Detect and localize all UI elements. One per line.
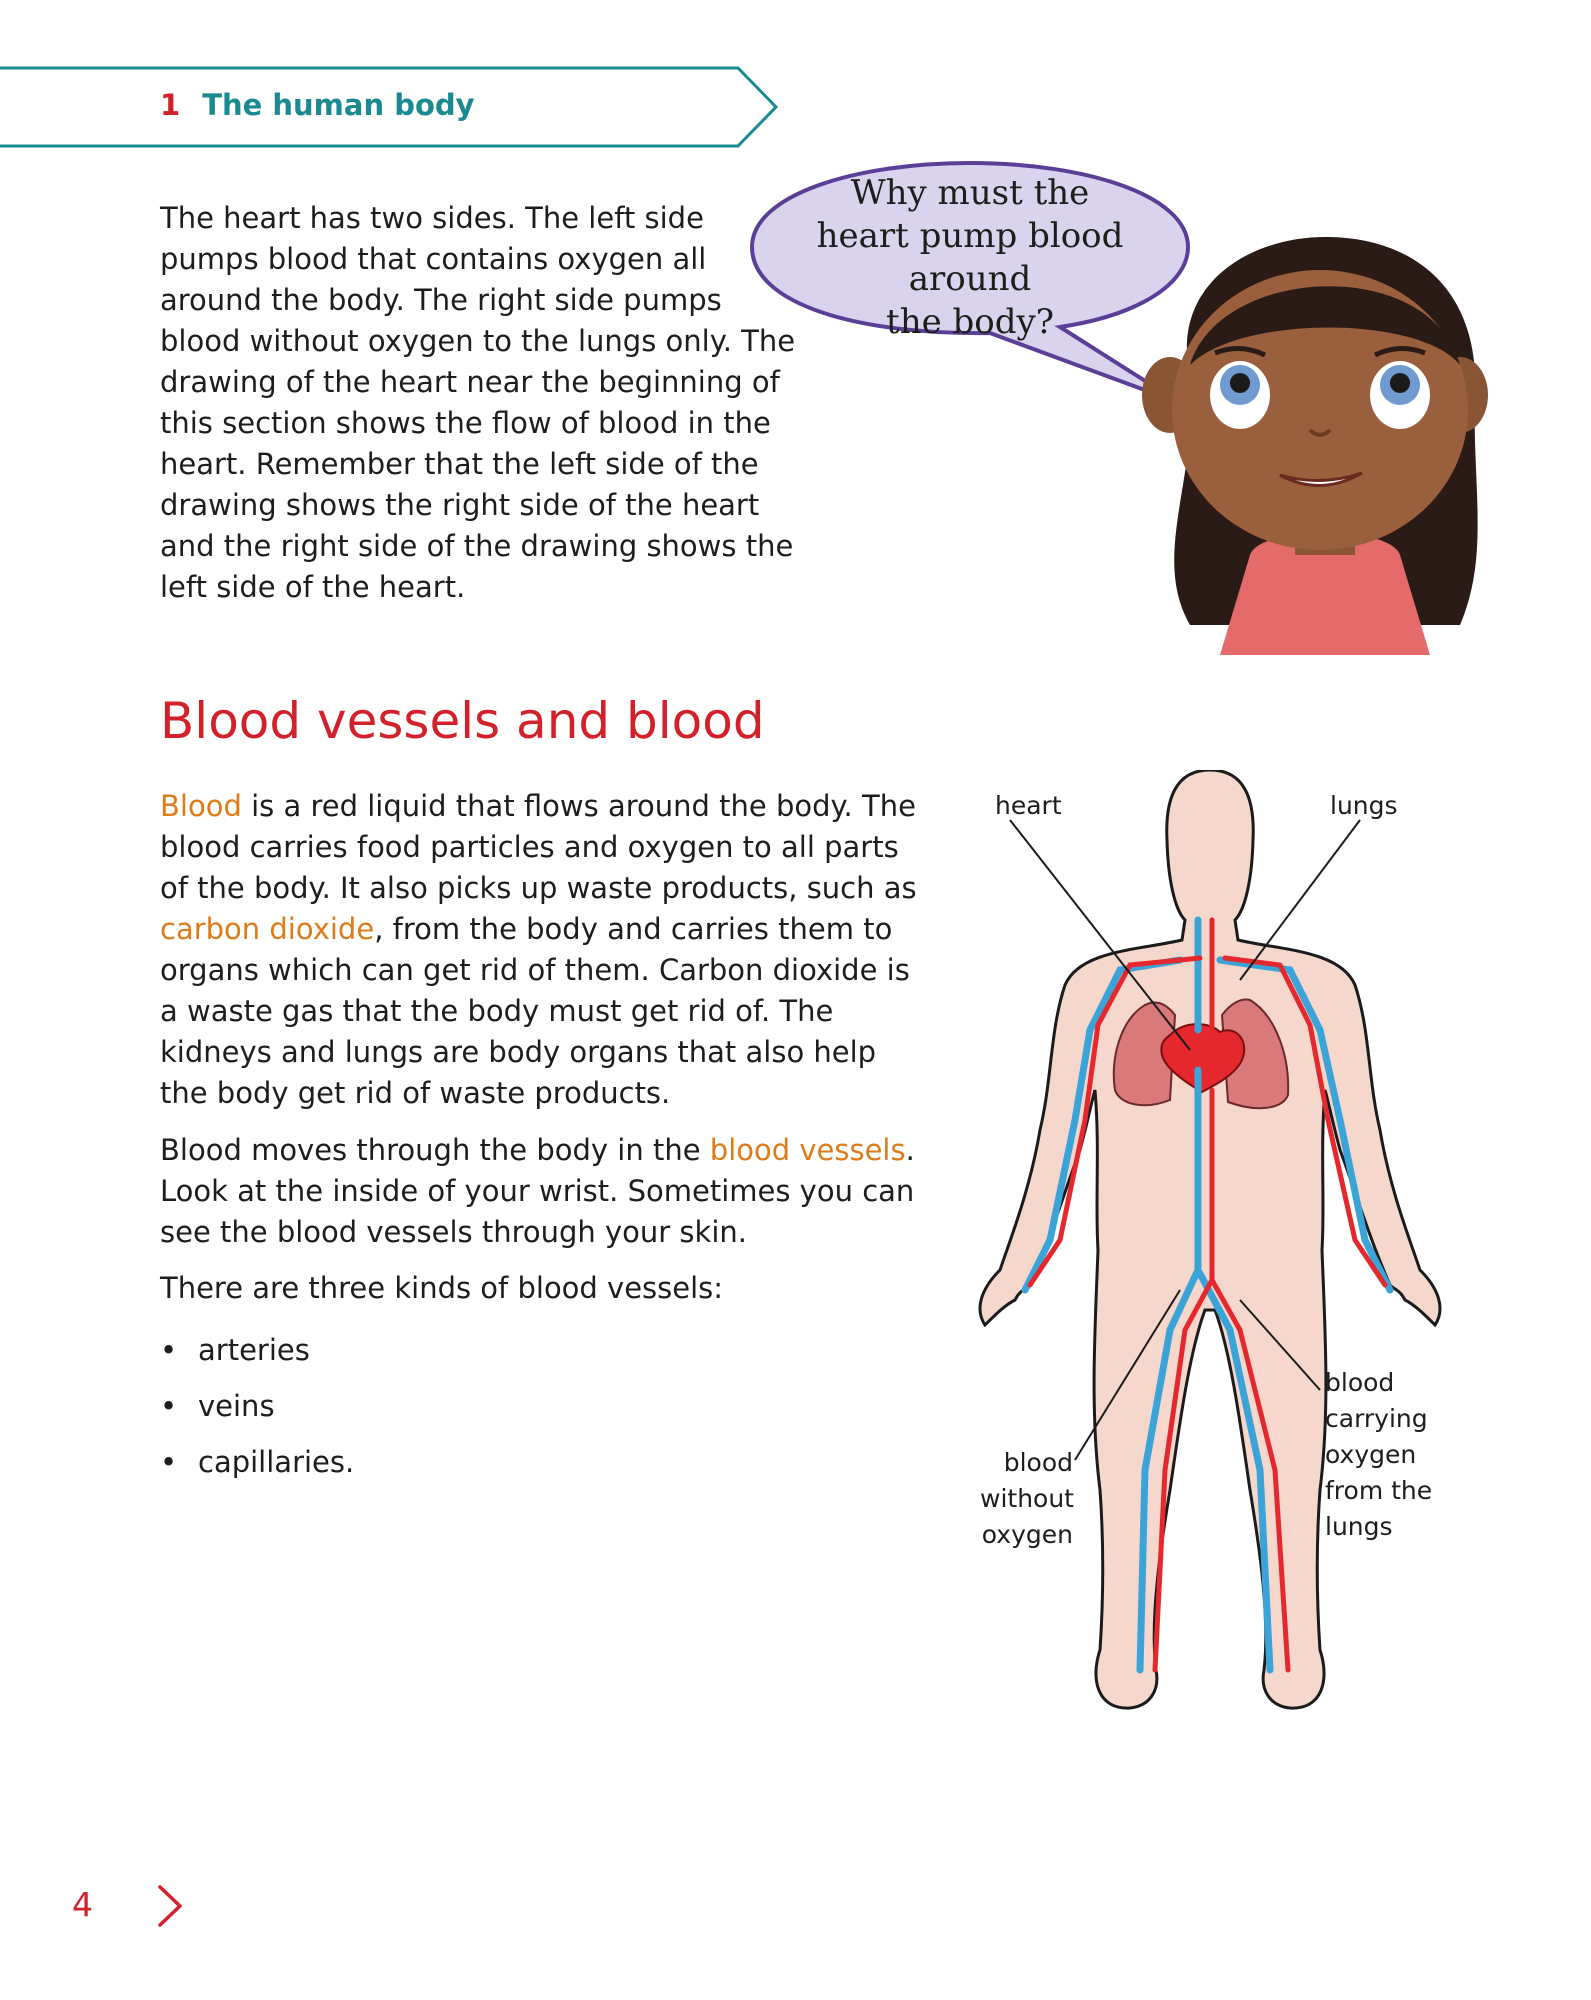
bubble-line-3: the body? [886, 302, 1054, 342]
keyword-blood: Blood [160, 789, 242, 823]
list-item-label: capillaries. [198, 1445, 355, 1479]
vessels-paragraph [160, 1130, 920, 1253]
label-without-line-1: blood [1003, 1448, 1073, 1477]
list-item [160, 1322, 354, 1378]
kinds-intro: There are three kinds of blood vessels: [160, 1271, 724, 1305]
chevron-right-icon [155, 1883, 185, 1929]
label-carrying-line-4: from the [1325, 1476, 1433, 1505]
bullet-icon: • [160, 1445, 178, 1479]
chapter-title: The human body [202, 88, 475, 122]
bullet-icon: • [160, 1333, 178, 1367]
intro-paragraph: The heart has two sides. The left side pumps blood that contains oxygen all around the body. The right side pumps blood without oxygen to the lungs only. The drawing of the heart near the beginning of this section shows the flow of blood in the heart. Remember that the left side of the drawing shows the right side of the heart and the right side of the drawing shows the left side of the heart. [160, 201, 796, 604]
list-item [160, 1434, 354, 1490]
list-item-label: arteries [198, 1333, 310, 1367]
label-blood-carrying-oxygen [1325, 1365, 1432, 1545]
bubble-line-2: heart pump blood around [816, 216, 1124, 299]
chapter-heading [160, 88, 475, 122]
girl-illustration [1130, 225, 1510, 655]
chapter-number: 1 [160, 88, 181, 122]
vessels-paragraph-text-b: . Look at the inside of your wrist. Sometimes you can see the blood vessels through your skin. [160, 1133, 915, 1249]
label-lungs: lungs [1330, 791, 1398, 820]
blood-paragraph-text-b: , from the body and carries them to organs which can get rid of them. Carbon dioxide is a waste gas that the body must get rid of. The kidneys and lungs are body organs that also help the body get rid of waste products. [160, 912, 910, 1110]
page-number: 4 [72, 1885, 93, 1924]
bullet-icon: • [160, 1389, 178, 1423]
label-without-line-2: without [980, 1484, 1074, 1513]
label-carrying-line-3: oxygen [1325, 1440, 1417, 1469]
label-heart: heart [995, 791, 1062, 820]
list-item [160, 1378, 354, 1434]
label-carrying-line-1: blood [1325, 1368, 1395, 1397]
circulatory-system-diagram [970, 770, 1450, 1730]
label-carrying-line-2: carrying [1325, 1404, 1428, 1433]
vessels-paragraph-text-a: Blood moves through the body in the [160, 1133, 710, 1167]
keyword-carbon-dioxide: carbon dioxide [160, 912, 375, 946]
blood-paragraph-text-a: is a red liquid that flows around the body. The blood carries food particles and oxygen to all parts of the body. It also picks up waste products, such as [160, 789, 917, 905]
section-title: Blood vessels and blood [160, 692, 765, 750]
bubble-line-1: Why must the [850, 173, 1090, 213]
list-item-label: veins [198, 1389, 275, 1423]
speech-bubble-text [755, 172, 1185, 344]
label-blood-without-oxygen [980, 1445, 1073, 1553]
vessel-kinds-list [160, 1322, 354, 1490]
keyword-blood-vessels: blood vessels [709, 1133, 906, 1167]
label-carrying-line-5: lungs [1325, 1512, 1393, 1541]
blood-paragraph [160, 786, 920, 1114]
label-without-line-3: oxygen [981, 1520, 1073, 1549]
